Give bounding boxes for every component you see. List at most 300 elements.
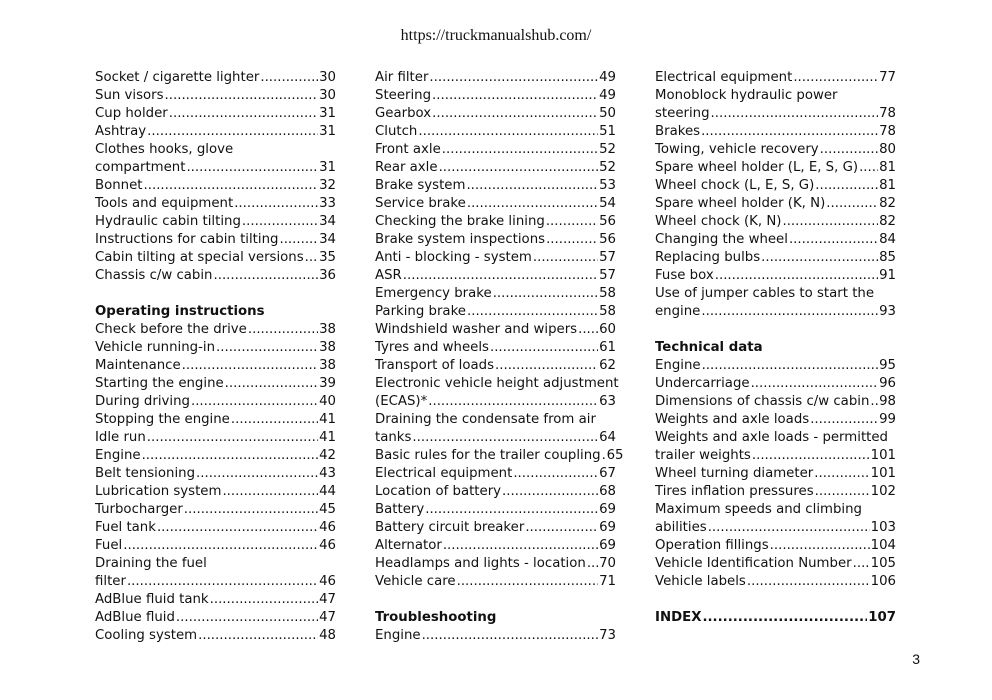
- toc-entry-title: Dimensions of chassis c/w cabin: [655, 394, 870, 409]
- toc-leader-dots: [191, 393, 318, 411]
- toc-leader-dots: [147, 429, 318, 447]
- toc-entry-title: Wheel chock (K, N): [655, 214, 782, 229]
- toc-entry-title: Electronic vehicle height adjustment: [375, 376, 619, 391]
- toc-entry: [375, 537, 616, 555]
- toc-entry: [95, 537, 336, 555]
- toc-page-number: 31: [319, 124, 336, 139]
- toc-entry: [95, 159, 336, 177]
- toc-entry: [375, 339, 616, 357]
- toc-leader-dots: [186, 159, 318, 177]
- toc-page-number: 64: [599, 430, 616, 445]
- toc-entry: [375, 573, 616, 591]
- toc-entry-title: abilities: [655, 520, 707, 535]
- toc-entry-title: Spare wheel holder (L, E, S, G): [655, 160, 859, 175]
- toc-entry-title: Front axle: [375, 142, 441, 157]
- toc-page-number: 30: [319, 88, 336, 103]
- toc-entry-title: Fuel: [95, 538, 123, 553]
- toc-entry-title: Changing the wheel: [655, 232, 788, 247]
- toc-entry: [95, 483, 336, 501]
- toc-entry-title: Engine: [375, 628, 421, 643]
- toc-page-number: 31: [319, 106, 336, 121]
- toc-entry: [655, 69, 896, 87]
- toc-leader-dots: [495, 357, 598, 375]
- toc-page-number: 82: [879, 196, 896, 211]
- toc-entry: [95, 69, 336, 87]
- toc-page-number: 82: [879, 214, 896, 229]
- toc-leader-dots: [176, 609, 318, 627]
- toc-page-number: 62: [599, 358, 616, 373]
- toc-entry: [375, 303, 616, 321]
- toc-page-number: 77: [879, 70, 896, 85]
- toc-entry-title: Fuel tank: [95, 520, 156, 535]
- toc-entry: [95, 123, 336, 141]
- toc-entry-title: Fuse box: [655, 268, 714, 283]
- toc-leader-dots: [815, 177, 878, 195]
- toc-page-number: 50: [599, 106, 616, 121]
- toc-entry-title: Location of battery: [375, 484, 502, 499]
- toc-page-number: 63: [599, 394, 616, 409]
- toc-entry-title: ASR: [375, 268, 402, 283]
- toc-entry: [95, 321, 336, 339]
- toc-page-number: 48: [319, 628, 336, 643]
- toc-section-heading: [655, 339, 896, 357]
- toc-leader-dots: [602, 447, 606, 465]
- toc-leader-dots: [853, 555, 870, 573]
- toc-entry-title: Wheel chock (L, E, S, G): [655, 178, 815, 193]
- toc-page-number: 80: [879, 142, 896, 157]
- toc-leader-dots: [533, 249, 598, 267]
- toc-entry-title: Tires inflation pressures: [655, 484, 814, 499]
- toc-leader-dots: [711, 105, 879, 123]
- toc-page-number: 34: [319, 214, 336, 229]
- toc-section-heading-text: Operating instructions: [95, 304, 265, 319]
- toc-entry-title: AdBlue fluid tank: [95, 592, 209, 607]
- toc-entry-title: Weights and axle loads: [655, 412, 810, 427]
- toc-leader-dots: [810, 411, 878, 429]
- toc-entry: [95, 213, 336, 231]
- toc-leader-dots: [702, 357, 879, 375]
- toc-leader-dots: [147, 123, 318, 141]
- toc-entry-title: Instructions for cabin tilting: [95, 232, 279, 247]
- toc-leader-dots: [184, 501, 318, 519]
- toc-entry: [655, 447, 896, 465]
- toc-entry: [95, 393, 336, 411]
- toc-page-number: 61: [599, 340, 616, 355]
- toc-entry-title: Sun visors: [95, 88, 164, 103]
- toc-leader-dots: [242, 213, 318, 231]
- toc-entry: [375, 555, 616, 573]
- toc-entry-title: Vehicle Identification Number: [655, 556, 852, 571]
- toc-entry: [95, 519, 336, 537]
- toc-leader-dots: [815, 483, 870, 501]
- toc-entry: [375, 393, 616, 411]
- toc-column-3: [655, 69, 896, 627]
- toc-entry-title: Use of jumper cables to start the: [655, 286, 875, 301]
- toc-page-number: 45: [319, 502, 336, 517]
- toc-entry-title: Clothes hooks, glove: [95, 142, 234, 157]
- toc-leader-dots: [422, 627, 599, 645]
- toc-leader-dots: [525, 519, 598, 537]
- toc-entry: [375, 483, 616, 501]
- toc-entry: [95, 429, 336, 447]
- toc-page-number: 38: [319, 322, 336, 337]
- toc-entry-title: Maximum speeds and climbing: [655, 502, 862, 517]
- toc-section-heading: [375, 609, 616, 627]
- toc-page-number: 65: [606, 448, 624, 463]
- toc-leader-dots: [169, 105, 318, 123]
- toc-entry: [375, 159, 616, 177]
- toc-page-number: 40: [319, 394, 336, 409]
- toc-leader-dots: [467, 195, 598, 213]
- toc-entry: [95, 591, 336, 609]
- toc-page-number: 46: [319, 538, 336, 553]
- toc-leader-dots: [123, 537, 318, 555]
- toc-page-number: 53: [599, 178, 616, 193]
- toc-entry-title: Engine: [655, 358, 701, 373]
- toc-leader-dots: [870, 393, 878, 411]
- toc-page-number: 84: [879, 232, 896, 247]
- toc-entry: [655, 357, 896, 375]
- toc-page-number: 73: [599, 628, 616, 643]
- toc-page-number: 41: [319, 412, 336, 427]
- toc-entry-continued: [95, 555, 336, 573]
- toc-page-number: 93: [879, 304, 896, 319]
- toc-entry: [95, 177, 336, 195]
- toc-entry-continued: [655, 87, 896, 105]
- toc-entry: [655, 231, 896, 249]
- toc-entry: [95, 609, 336, 627]
- toc-page-number: 91: [879, 268, 896, 283]
- toc-entry-title: Cooling system: [95, 628, 198, 643]
- toc-entry: [375, 357, 616, 375]
- toc-entry-title: Towing, vehicle recovery: [655, 142, 819, 157]
- toc-leader-dots: [157, 519, 318, 537]
- toc-entry: [95, 501, 336, 519]
- toc-leader-dots: [782, 213, 878, 231]
- toc-entry-title: Starting the engine: [95, 376, 224, 391]
- toc-leader-dots: [702, 609, 867, 627]
- toc-leader-dots: [493, 285, 598, 303]
- toc-page-number: 58: [599, 304, 616, 319]
- toc-entry: [375, 429, 616, 447]
- toc-entry-title: Transport of loads: [375, 358, 495, 373]
- toc-leader-dots: [443, 537, 598, 555]
- toc-entry: [375, 213, 616, 231]
- toc-entry: [655, 537, 896, 555]
- toc-entry-title: Draining the condensate from air: [375, 412, 596, 427]
- toc-entry: [95, 375, 336, 393]
- toc-leader-dots: [418, 123, 598, 141]
- toc-leader-dots: [578, 321, 598, 339]
- toc-entry-title: Undercarriage: [655, 376, 750, 391]
- toc-entry-title: Battery: [375, 502, 425, 517]
- toc-column-1: [95, 69, 336, 645]
- toc-entry: [375, 627, 616, 645]
- toc-entry: [375, 123, 616, 141]
- toc-page-number: 46: [319, 574, 336, 589]
- toc-entry-title: Basic rules for the trailer coupling: [375, 448, 601, 463]
- toc-entry-title: Bonnet: [95, 178, 143, 193]
- toc-entry: [375, 141, 616, 159]
- toc-entry-title: Ashtray: [95, 124, 147, 139]
- toc-entry-title: Hydraulic cabin tilting: [95, 214, 241, 229]
- toc-leader-dots: [466, 177, 598, 195]
- toc-leader-dots: [165, 87, 319, 105]
- toc-entry-title: trailer weights: [655, 448, 751, 463]
- toc-leader-dots: [432, 87, 598, 105]
- toc-leader-dots: [587, 555, 598, 573]
- toc-page-number: 51: [599, 124, 616, 139]
- toc-leader-dots: [442, 141, 598, 159]
- toc-leader-dots: [490, 339, 598, 357]
- toc-leader-dots: [751, 375, 879, 393]
- toc-page-number: 78: [879, 124, 896, 139]
- toc-leader-dots: [198, 627, 318, 645]
- toc-entry-title: Belt tensioning: [95, 466, 196, 481]
- toc-entry: [655, 267, 896, 285]
- toc-leader-dots: [820, 141, 878, 159]
- toc-leader-dots: [770, 537, 870, 555]
- toc-entry-title: Wheel turning diameter: [655, 466, 814, 481]
- toc-page-number: 98: [879, 394, 896, 409]
- toc-page-number: 101: [870, 448, 896, 463]
- toc-leader-dots: [752, 447, 870, 465]
- toc-page-number: 36: [319, 268, 336, 283]
- toc-page-number: 85: [879, 250, 896, 265]
- toc-entry-title: steering: [655, 106, 710, 121]
- toc-entry: [375, 267, 616, 285]
- toc-page-number: 106: [870, 574, 896, 589]
- toc-leader-dots: [305, 249, 318, 267]
- toc-page-number: 107: [868, 610, 896, 625]
- toc-leader-dots: [814, 465, 869, 483]
- toc-page-number: 67: [599, 466, 616, 481]
- toc-entry-title: Lubrication system: [95, 484, 222, 499]
- toc-spacer: [95, 285, 336, 303]
- toc-entry: [655, 177, 896, 195]
- toc-entry: [375, 501, 616, 519]
- toc-entry-title: Brake system inspections: [375, 232, 546, 247]
- toc-page-number: 105: [870, 556, 896, 571]
- toc-leader-dots: [222, 483, 318, 501]
- toc-leader-dots: [428, 393, 598, 411]
- toc-entry: [655, 159, 896, 177]
- toc-entry: [375, 465, 616, 483]
- toc-page-number: 68: [599, 484, 616, 499]
- toc-leader-dots: [701, 123, 878, 141]
- toc-leader-dots: [279, 231, 318, 249]
- toc-entry-title: Alternator: [375, 538, 442, 553]
- toc-leader-dots: [260, 69, 318, 87]
- toc-section-heading: [95, 303, 336, 321]
- toc-leader-dots: [234, 195, 318, 213]
- toc-page-number: 47: [319, 592, 336, 607]
- toc-leader-dots: [715, 267, 878, 285]
- toc-entry: [655, 213, 896, 231]
- toc-entry: [655, 573, 896, 591]
- toc-entry: [375, 195, 616, 213]
- toc-entry-continued: [375, 411, 616, 429]
- toc-page-number: 52: [599, 142, 616, 157]
- toc-entry-title: Emergency brake: [375, 286, 492, 301]
- toc-entry-title: compartment: [95, 160, 186, 175]
- toc-section-heading-text: Technical data: [655, 340, 763, 355]
- toc-leader-dots: [747, 573, 870, 591]
- toc-entry-title: Turbocharger: [95, 502, 183, 517]
- page-number: 3: [912, 651, 920, 667]
- toc-entry: [95, 627, 336, 645]
- toc-entry: [655, 465, 896, 483]
- toc-page-number: 33: [319, 196, 336, 211]
- toc-entry-title: Spare wheel holder (K, N): [655, 196, 826, 211]
- toc-leader-dots: [546, 213, 598, 231]
- toc-entry-title: Weights and axle loads - permitted: [655, 430, 888, 445]
- toc-leader-dots: [429, 69, 598, 87]
- toc-entry-title: Gearbox: [375, 106, 432, 121]
- toc-page-number: 30: [319, 70, 336, 85]
- toc-page-number: 42: [319, 448, 336, 463]
- toc-leader-dots: [248, 321, 318, 339]
- toc-page-number: 96: [879, 376, 896, 391]
- toc-entry-title: Chassis c/w cabin: [95, 268, 213, 283]
- toc-page-number: 57: [599, 268, 616, 283]
- toc-entry-title: Monoblock hydraulic power: [655, 88, 838, 103]
- toc-leader-dots: [439, 159, 599, 177]
- toc-page-number: 81: [879, 178, 896, 193]
- toc-entry-title: Vehicle running-in: [95, 340, 216, 355]
- toc-page-number: 56: [599, 214, 616, 229]
- toc-entry: [655, 141, 896, 159]
- toc-leader-dots: [761, 249, 878, 267]
- toc-page-number: 39: [319, 376, 336, 391]
- toc-section-heading-text: Troubleshooting: [375, 610, 497, 625]
- toc-entry-title: Headlamps and lights - location: [375, 556, 586, 571]
- toc-column-2: [375, 69, 624, 645]
- toc-entry-title: engine: [655, 304, 701, 319]
- toc-entry-continued: [375, 375, 619, 393]
- toc-entry-title: Operation fillings: [655, 538, 769, 553]
- toc-page-number: 56: [599, 232, 616, 247]
- toc-page-number: 57: [599, 250, 616, 265]
- toc-entry-continued: [655, 285, 896, 303]
- toc-leader-dots: [210, 591, 318, 609]
- toc-page-number: 38: [319, 340, 336, 355]
- toc-page-number: 34: [319, 232, 336, 247]
- toc-page-number: 31: [319, 160, 336, 175]
- toc-entry: [655, 303, 896, 321]
- toc-entry: [375, 321, 616, 339]
- toc-entry: [655, 555, 896, 573]
- toc-entry: [95, 573, 336, 591]
- toc-entry-title: Vehicle labels: [655, 574, 746, 589]
- toc-entry: [375, 69, 616, 87]
- toc-entry: [375, 285, 616, 303]
- toc-leader-dots: [216, 339, 318, 357]
- toc-page-number: 99: [879, 412, 896, 427]
- toc-entry-title: filter: [95, 574, 126, 589]
- toc-entry-title: Engine: [95, 448, 141, 463]
- toc-page-number: 71: [599, 574, 616, 589]
- toc-entry: [95, 105, 336, 123]
- toc-page-number: 35: [319, 250, 336, 265]
- toc-entry: [655, 609, 896, 627]
- header-url: https://truckmanualshub.com/: [400, 27, 592, 44]
- toc-entry-title: Clutch: [375, 124, 418, 139]
- toc-entry-title: During driving: [95, 394, 190, 409]
- toc-entry: [655, 249, 896, 267]
- toc-entry-title: Maintenance: [95, 358, 181, 373]
- toc-page-number: 60: [599, 322, 616, 337]
- toc-entry-title: INDEX: [655, 610, 702, 625]
- toc-entry: [655, 105, 896, 123]
- toc-entry-title: Cabin tilting at special versions: [95, 250, 304, 265]
- toc-page-number: 43: [319, 466, 336, 481]
- toc-entry-title: Brake system: [375, 178, 466, 193]
- toc-page-number: 104: [870, 538, 896, 553]
- toc-leader-dots: [182, 357, 318, 375]
- toc-page-number: 41: [319, 430, 336, 445]
- toc-spacer: [655, 321, 896, 339]
- toc-page-number: 101: [870, 466, 896, 481]
- toc-leader-dots: [701, 303, 878, 321]
- toc-entry: [95, 195, 336, 213]
- toc-page-number: 70: [599, 556, 616, 571]
- toc-page-number: 38: [319, 358, 336, 373]
- toc-entry: [375, 231, 616, 249]
- toc-leader-dots: [225, 375, 318, 393]
- toc-entry-title: Electrical equipment: [655, 70, 793, 85]
- toc-page-number: 47: [319, 610, 336, 625]
- toc-entry-title: Electrical equipment: [375, 466, 513, 481]
- toc-entry-title: Tyres and wheels: [375, 340, 489, 355]
- toc-page-number: 81: [879, 160, 896, 175]
- toc-entry-title: Windshield washer and wipers: [375, 322, 578, 337]
- toc-entry: [655, 483, 896, 501]
- toc-entry-continued: [655, 429, 896, 447]
- toc-entry: [655, 375, 896, 393]
- toc-entry-title: tanks: [375, 430, 412, 445]
- toc-entry-title: Steering: [375, 88, 432, 103]
- toc-leader-dots: [826, 195, 878, 213]
- toc-entry-title: Idle run: [95, 430, 146, 445]
- toc-page-number: 69: [599, 538, 616, 553]
- toc-leader-dots: [708, 519, 870, 537]
- toc-leader-dots: [513, 465, 598, 483]
- toc-leader-dots: [467, 303, 598, 321]
- toc-entry-title: Air filter: [375, 70, 429, 85]
- toc-entry-title: Anti - blocking - system: [375, 250, 532, 265]
- toc-page-number: 46: [319, 520, 336, 535]
- toc-entry-title: Service brake: [375, 196, 466, 211]
- toc-entry-title: Stopping the engine: [95, 412, 230, 427]
- toc-entry-title: AdBlue fluid: [95, 610, 175, 625]
- toc-leader-dots: [196, 465, 318, 483]
- toc-page-number: 58: [599, 286, 616, 301]
- toc-entry: [655, 519, 896, 537]
- toc-page-number: 95: [879, 358, 896, 373]
- toc-leader-dots: [127, 573, 318, 591]
- toc-entry: [375, 177, 616, 195]
- toc-entry-title: Checking the brake lining: [375, 214, 545, 229]
- toc-page-number: 32: [319, 178, 336, 193]
- toc-entry-title: Rear axle: [375, 160, 438, 175]
- toc-leader-dots: [859, 159, 878, 177]
- toc-entry-title: Cup holder: [95, 106, 168, 121]
- toc-entry-title: Brakes: [655, 124, 701, 139]
- toc-entry-title: (ECAS)*: [375, 394, 428, 409]
- toc-entry: [95, 267, 336, 285]
- toc-entry: [655, 411, 896, 429]
